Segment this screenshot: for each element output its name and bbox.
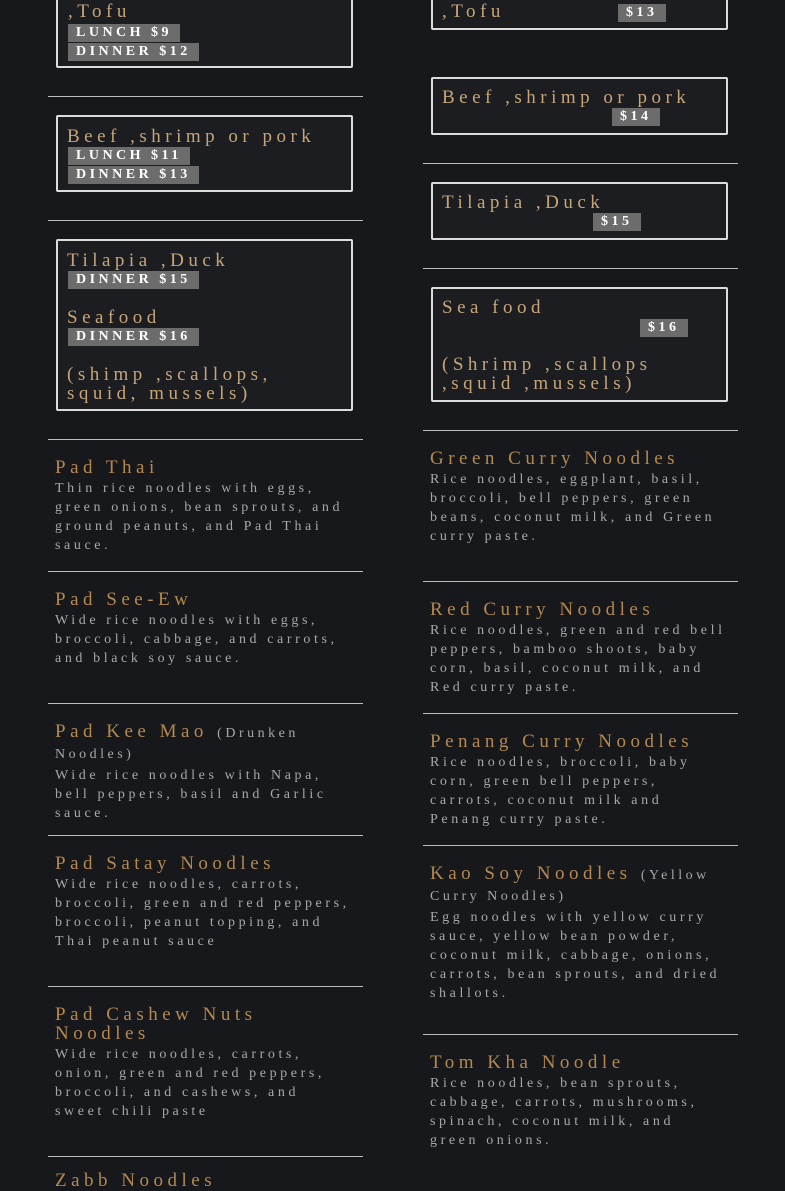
protein-option: ,Tofu xyxy=(442,1,505,22)
item-description: Wide rice noodles, carrots, broccoli, green and red peppers, broccoli, peanut topping, and Thai peanut sauce xyxy=(55,877,350,949)
protein-option: Beef ,shrimp or pork xyxy=(67,126,316,147)
protein-option: Tilapia ,Duck xyxy=(67,250,230,271)
item-description: Thin rice noodles with eggs, green onions, bean sprouts, and ground peanuts, and Pad Thai sauce. xyxy=(55,481,344,553)
lunch-price-badge: LUNCH $9 xyxy=(68,24,180,42)
protein-price-box-beef xyxy=(56,115,353,192)
item-title: Pad Thai xyxy=(55,457,159,478)
protein-price-box-tilapia-seafood xyxy=(56,239,353,411)
protein-option: Tilapia ,Duck xyxy=(442,192,605,213)
item-title-note: (Drunken Noodles) xyxy=(55,726,299,762)
divider xyxy=(423,845,738,846)
menu-item-kao-soy-noodles xyxy=(430,864,730,1003)
divider xyxy=(48,703,363,704)
dinner-price-badge: DINNER $13 xyxy=(68,166,199,184)
protein-option: Seafood xyxy=(67,307,161,328)
divider xyxy=(48,986,363,987)
divider xyxy=(48,439,363,440)
protein-price-box-tofu xyxy=(431,0,728,30)
item-title: Pad See-Ew xyxy=(55,589,193,610)
item-description: Wide rice noodles with eggs, broccoli, cabbage, and carrots, and black soy sauce. xyxy=(55,613,338,666)
seafood-note: (Shrimp ,scallops ,squid ,mussels) xyxy=(442,354,652,394)
price-badge: $13 xyxy=(618,4,666,22)
item-title: Red Curry Noodles xyxy=(430,599,655,620)
dinner-price-badge: DINNER $16 xyxy=(68,328,199,346)
item-title: Tom Kha Noodle xyxy=(430,1052,625,1073)
protein-option: ,Tofu xyxy=(68,1,131,22)
divider xyxy=(423,1034,738,1035)
price-badge: $14 xyxy=(612,108,660,126)
divider xyxy=(423,163,738,164)
menu-item-zabb-noodles xyxy=(55,1171,355,1190)
protein-price-box-seafood xyxy=(431,287,728,402)
menu-item-pad-see-ew xyxy=(55,590,355,668)
item-title: Pad Satay Noodles xyxy=(55,853,276,874)
divider xyxy=(48,220,363,221)
divider xyxy=(423,713,738,714)
divider xyxy=(423,430,738,431)
divider xyxy=(423,581,738,582)
dinner-price-badge: DINNER $12 xyxy=(68,43,199,61)
protein-price-box-beef xyxy=(431,77,728,135)
divider xyxy=(48,835,363,836)
item-title: Green Curry Noodles xyxy=(430,448,680,469)
price-badge: $16 xyxy=(640,319,688,337)
lunch-price-badge: LUNCH $11 xyxy=(68,147,190,165)
divider xyxy=(48,96,363,97)
divider xyxy=(423,268,738,269)
menu-item-green-curry-noodles xyxy=(430,449,730,546)
protein-price-box-tilapia xyxy=(431,182,728,240)
seafood-note: (shimp ,scallops, squid, mussels) xyxy=(67,364,272,404)
menu-item-pad-cashew-nuts-noodles xyxy=(55,1005,355,1121)
protein-option: Beef ,shrimp or pork xyxy=(442,87,691,108)
divider xyxy=(48,571,363,572)
item-description: Wide rice noodles, carrots, onion, green and red peppers, broccoli, and cashews, and sweet chili paste xyxy=(55,1047,326,1119)
menu-item-tom-kha-noodle xyxy=(430,1053,730,1150)
item-description: Egg noodles with yellow curry sauce, yellow bean powder, coconut milk, cabbage, onions, carrots, bean sprouts, and dried shallots. xyxy=(430,910,721,1001)
item-description: Rice noodles, bean sprouts, cabbage, carrots, mushrooms, spinach, coconut milk, and green onions. xyxy=(430,1076,698,1148)
menu-item-penang-curry-noodles xyxy=(430,732,730,829)
menu-item-pad-kee-mao xyxy=(55,722,355,823)
item-title: Zabb Noodles xyxy=(55,1170,217,1191)
item-description: Rice noodles, eggplant, basil, broccoli, bell peppers, green beans, coconut milk, and Green curry paste. xyxy=(430,472,716,544)
price-badge: $15 xyxy=(593,213,641,231)
item-title: Penang Curry Noodles xyxy=(430,731,694,752)
item-title: Pad Kee Mao xyxy=(55,721,208,742)
menu-item-pad-thai xyxy=(55,458,355,555)
item-title: Pad Cashew Nuts Noodles xyxy=(55,1004,257,1044)
item-title-line xyxy=(55,722,355,764)
dinner-price-badge: DINNER $15 xyxy=(68,271,199,289)
item-title-note: (Yellow Curry Noodles) xyxy=(430,868,710,904)
item-description: Rice noodles, broccoli, baby corn, green bell peppers, carrots, coconut milk and Penang curry paste. xyxy=(430,755,691,827)
item-title-line xyxy=(430,864,730,906)
divider xyxy=(48,1156,363,1157)
protein-option: Sea food xyxy=(442,297,546,318)
menu-item-red-curry-noodles xyxy=(430,600,730,697)
item-description: Rice noodles, green and red bell peppers, bamboo shoots, baby corn, basil, coconut milk, and Red curry paste. xyxy=(430,623,726,695)
protein-price-box-tofu xyxy=(56,0,353,68)
item-description: Wide rice noodles with Napa, bell peppers, basil and Garlic sauce. xyxy=(55,768,327,821)
menu-item-pad-satay-noodles xyxy=(55,854,355,951)
item-title: Kao Soy Noodles xyxy=(430,863,632,884)
